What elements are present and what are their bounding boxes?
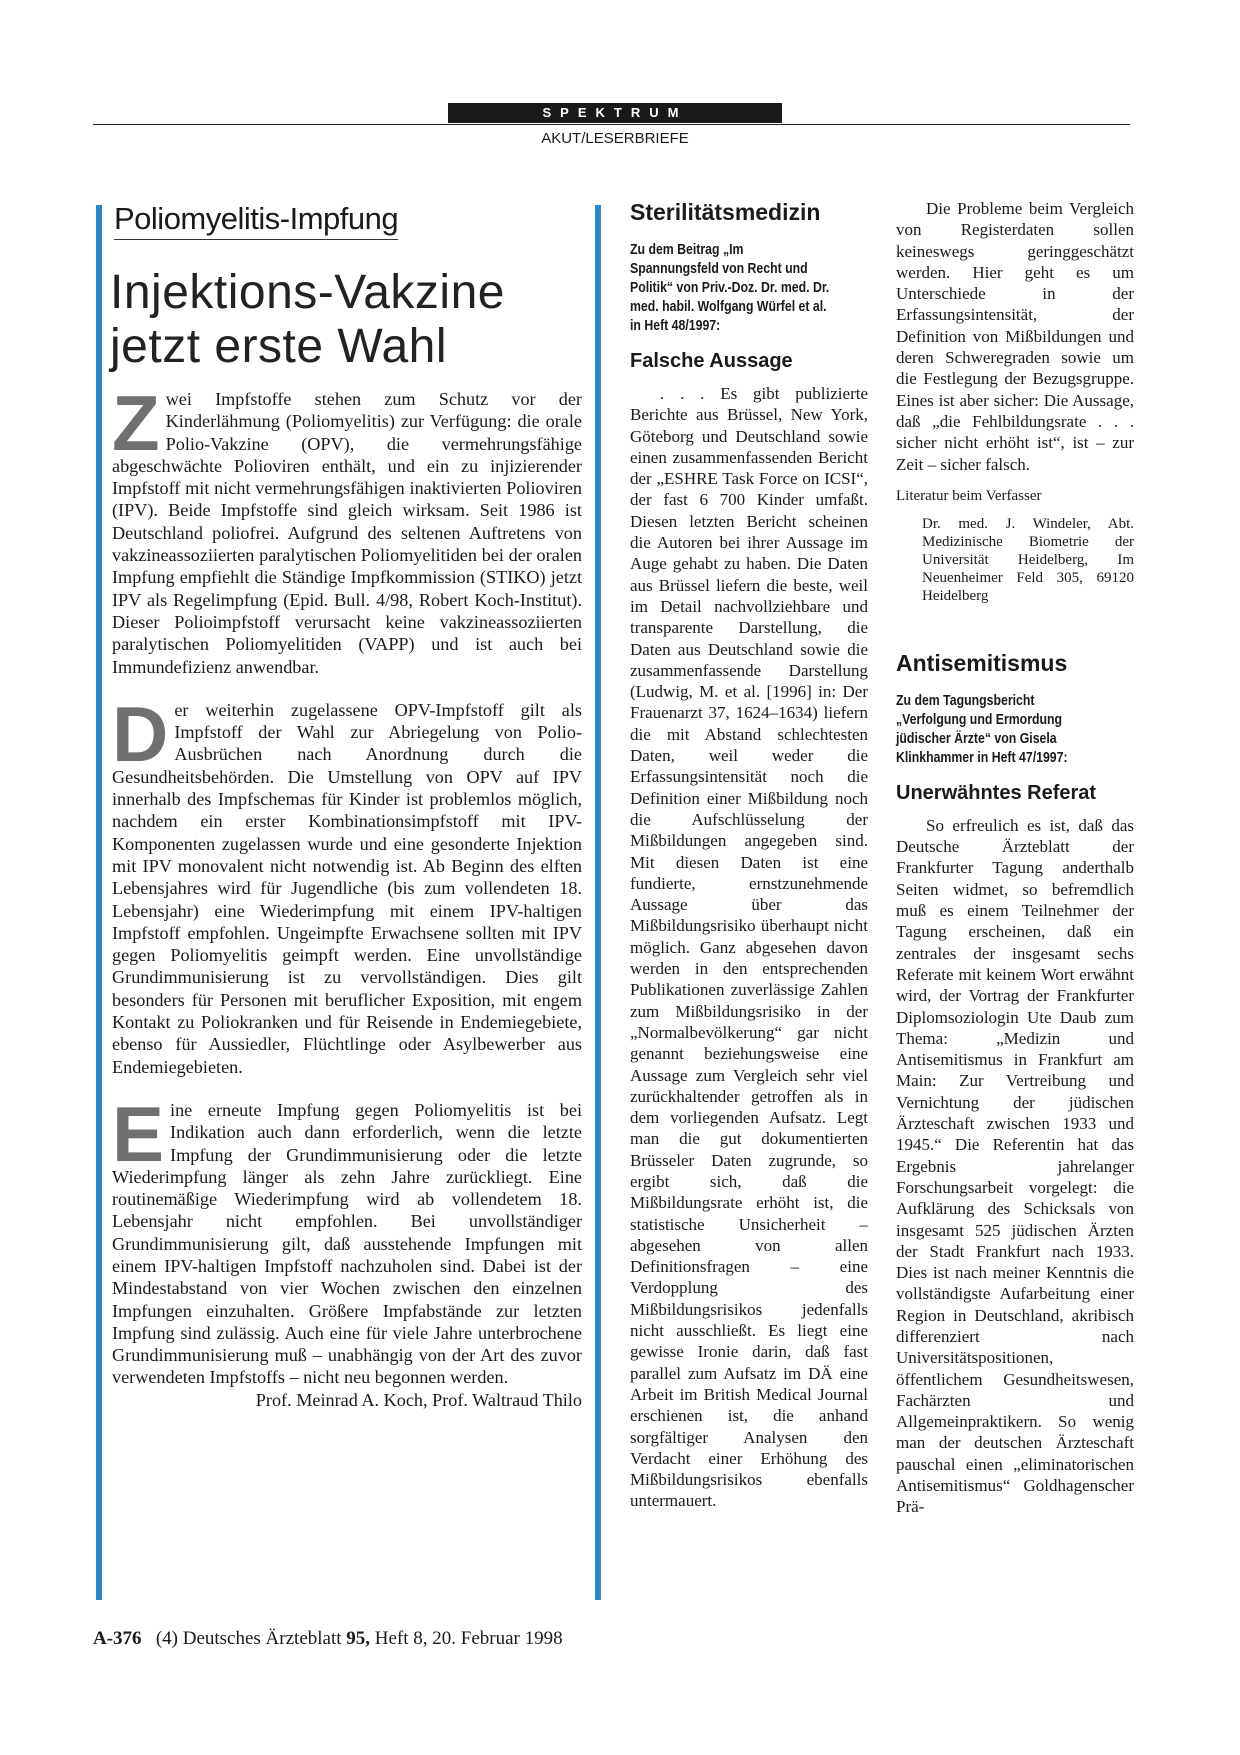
paragraph-text: er weiterhin zugelassene OPV-Impfstoff gilt als Impfstoff der Wahl zur Abriegelung von Polio-Ausbrüchen nach Anordnung durch die Gesundheitsbehörden. Die Umstellung von OPV auf IPV innerhalb des Impfschemas für Kinder ist problemlos möglich, nachdem ein erster Kombinationsimpfstoff mit IPV-Komponenten zugelassen wurde und eine gesonderte Injektion mit IPV monovalent nicht notwendig ist. Ab Beginn des elften Lebensjahres wird für Jugendliche (bis zum vollendeten 18. Lebensjahr) eine Wiederimpfung mit einem IPV-haltigen Impfstoff empfohlen. Ungeimpfte Erwachsene sollten mit IPV gegen Poliomyelitis geimpft werden. Eine unvollständige Grundimmunisierung ist zu vervollständigen. Dies gilt besonders für Personen mit beruflicher Exposition, mit engem Kontakt zu Poliokranken und für Reisende in Endemiegebiete, ebenso für Aussiedler, Flüchtlinge oder Asylbewerber aus Endemiegebieten. bbox=[112, 699, 582, 1077]
author-address: Dr. med. J. Windeler, Abt. Medizinische Biometrie der Universität Heidelberg, Im Neuenheimer Feld 305, 69120 Heidelberg bbox=[922, 515, 1134, 604]
page-footer bbox=[93, 1628, 563, 1650]
drop-cap: Z bbox=[112, 379, 160, 467]
letter-heading: Sterilitätsmedizin bbox=[630, 199, 821, 225]
subsection-label: AKUT/LESERBRIEFE bbox=[541, 130, 689, 147]
letter-body: . . . Es gibt publizierte Berichte aus Brüssel, New York, Göteborg und Deutschland sowie einen zusammenfassenden Bericht der „ESHRE Task Force on ICSI“, der fast 6 700 Kinder umfaßt. Diesen letzten Bericht scheinen die Autoren bei ihrer Aussage im Auge gehabt zu haben. Die Daten aus Brüssel liefern die beste, weil im Detail nachvollziehbare und transparente Darstellung, die Daten aus Deutschland sowie die zusammenfassende Darstellung (Ludwig, M. et al. [1996] in: Der Frauenarzt 37, 1624–1634) liefern die mit Abstand schlechtesten Daten, weil weder die Erfassungsintensität noch die Definition einer Mißbildung noch die Aufschlüsselung der Mißbildungen angegeben sind. Mit diesen Daten ist eine fundierte, ernstzunehmende Aussage über das Mißbildungsrisiko überhaupt nicht möglich. Ganz abgesehen davon werden in den entsprechenden Publikationen zuverlässige Zahlen zum Mißbildungsrisiko in der „Normalbevölkerung“ gar nicht genannt beziehungsweise eine Aussage zum Vergleich sehr viel zurückhaltender getroffen als in dem vorliegenden Aufsatz. Legt man die gut dokumentierten Brüsseler Daten zugrunde, so ergibt sich, daß die Mißbildungsrate erhöht ist, die statistische Unsicherheit – abgesehen von allen Definitionsfragen – eine Verdopplung des Mißbildungsrisikos jedenfalls nicht ausschließt. Es liegt eine gewisse Ironie darin, daß fast parallel zum Aufsatz im DÄ eine Arbeit im British Medical Journal erschienen ist, die anhand sorgfältiger Analysen den Verdacht einer Erhöhung des Mißbildungsrisikos ebenfalls untermauert. bbox=[630, 384, 868, 1511]
right-column bbox=[896, 198, 1134, 1518]
letter-body-continued: Die Probleme beim Vergleich von Registerdaten sollen keineswegs geringgeschätzt werden. Hier geht es um Unterschiede in der Erfassungsintensität, der Definition von Mißbildungen und deren Schweregraden sowie um die Festlegung der Bezugsgruppe. Eines ist aber sicher: Die Aussage, daß „die Fehlbildungsrate . . . sicher nicht erhöht ist“, ist – zur Zeit – sicher falsch. bbox=[896, 199, 1134, 474]
article-authors: Prof. Meinrad A. Koch, Prof. Waltraud Thilo bbox=[255, 1389, 582, 1410]
letter-subheading: Unerwähntes Referat bbox=[896, 781, 1097, 804]
middle-blue-rule bbox=[595, 205, 601, 1600]
section-banner: SPEKTRUM bbox=[448, 103, 782, 123]
article-paragraph-2 bbox=[112, 689, 582, 1078]
article-paragraph-1 bbox=[112, 379, 582, 678]
drop-cap: D bbox=[112, 689, 169, 778]
drop-cap: E bbox=[112, 1089, 165, 1178]
journal-volume: 95, bbox=[346, 1628, 371, 1649]
article-kicker: Poliomyelitis-Impfung bbox=[114, 201, 398, 240]
middle-column bbox=[630, 198, 868, 1512]
letter-reference: Zu dem Tagungsbericht „Verfolgung und Ermordung jüdischer Ärzte“ von Gisela Klinkhammer in Heft 47/1997: bbox=[896, 691, 1068, 766]
article-headline bbox=[110, 266, 580, 374]
journal-issue: Heft 8, 20. Februar 1998 bbox=[370, 1628, 563, 1649]
journal-citation: (4) Deutsches Ärzteblatt bbox=[155, 1628, 347, 1649]
article-paragraph-3 bbox=[112, 1089, 582, 1389]
headline-line-1: Injektions-Vakzine bbox=[110, 266, 505, 319]
letter-body: So erfreulich es ist, daß das Deutsche Ärzteblatt der Frankfurter Tagung anderthalb Seiten widmet, so befremdlich muß es einem Teilnehmer der Tagung erscheinen, daß ein zentrales der insgesamt sechs Referate mit keinem Wort erwähnt wird, der Vortrag der Frankfurter Diplomsoziologin Ute Daub zum Thema: „Medizin und Antisemitismus in Frankfurt am Main: Zur Vertreibung und Vernichtung der jüdischen Ärzteschaft zwischen 1933 und 1945.“ Die Referentin hat das Ergebnis jahrelanger Forschungsarbeit vorgelegt: die Aufklärung des Schicksals von insgesamt 525 jüdischen Ärzten der Stadt Frankfurt nach 1933. Dies ist nach meiner Kenntnis die vollständigste Aufarbeitung einer Region in Deutschland, akribisch differenziert nach Universitätspositionen, öffentlichem Gesundheitswesen, Fachärzten und Allgemeinpraktikern. So wenig man der deutschen Ärzteschaft pauschal einen „eliminatorischen Antisemitismus“ Goldhagenscher Prä- bbox=[896, 815, 1134, 1517]
letter-reference: Zu dem Beitrag „Im Spannungsfeld von Recht und Politik“ von Priv.-Doz. Dr. med. Dr. med. habil. Wolfgang Würfel et al. in Heft 48/1997: bbox=[630, 241, 830, 334]
article-body bbox=[112, 379, 582, 1411]
paragraph-text: wei Impfstoffe stehen zum Schutz vor der Kinderlähmung (Poliomyelitis) zur Verfügung: die orale Polio-Vakzine (OPV), die vermehrungsfähige abgeschwächte Polioviren enthält, und ein zu injizierender Impfstoff mit nicht vermehrungsfähigen inaktivierten Polioviren (IPV). Beide Impfstoffe sind gleich wirksam. Seit 1986 ist Deutschland poliofrei. Aufgrund des seltenen Auftretens von vakzineassoziierten paralytischen Poliomyelitiden bei der oralen Impfung empfiehlt die Ständige Impfkommission (STIKO) jetzt IPV als Regelimpfung (Epid. Bull. 4/98, Robert Koch-Institut). Dieser Polioimpfstoff verursacht keine vakzineassoziierten paralytischen Poliomyelitiden (VAPP) und ist auch bei Immundefizienz anwendbar. bbox=[112, 389, 582, 677]
headline-line-2: jetzt erste Wahl bbox=[110, 320, 447, 373]
literature-note: Literatur beim Verfasser bbox=[896, 487, 1042, 504]
letter-subheading: Falsche Aussage bbox=[630, 350, 793, 372]
paragraph-text: ine erneute Impfung gegen Poliomyelitis ist bei Indikation auch dann erforderlich, wenn die letzte Impfung der Grundimmunisierung oder die letzte Wiederimpfung länger als zehn Jahre zurückliegt. Eine routinemäßige Wiederimpfung wird ab vollendetem 18. Lebensjahr nicht empfohlen. Bei unvollständiger Grundimmunisierung gilt, daß ausstehende Impfungen mit einem IPV-haltigen Impfstoff nachzuholen sind. Dabei ist der Mindestabstand von vier Wochen zwischen den einzelnen Impfungen einzuhalten. Größere Impfabstände zur letzten Impfung sind zulässig. Auch eine für viele Jahre unterbrochene Grundimmunisierung muß – unabhängig von der Art des zuvor verwendeten Impfstoffs – nicht neu begonnen werden. bbox=[112, 1099, 582, 1388]
left-blue-rule bbox=[96, 205, 102, 1600]
page-number: A-376 bbox=[93, 1628, 142, 1649]
header-rule bbox=[93, 124, 1130, 125]
letter-heading: Antisemitismus bbox=[896, 649, 1068, 676]
